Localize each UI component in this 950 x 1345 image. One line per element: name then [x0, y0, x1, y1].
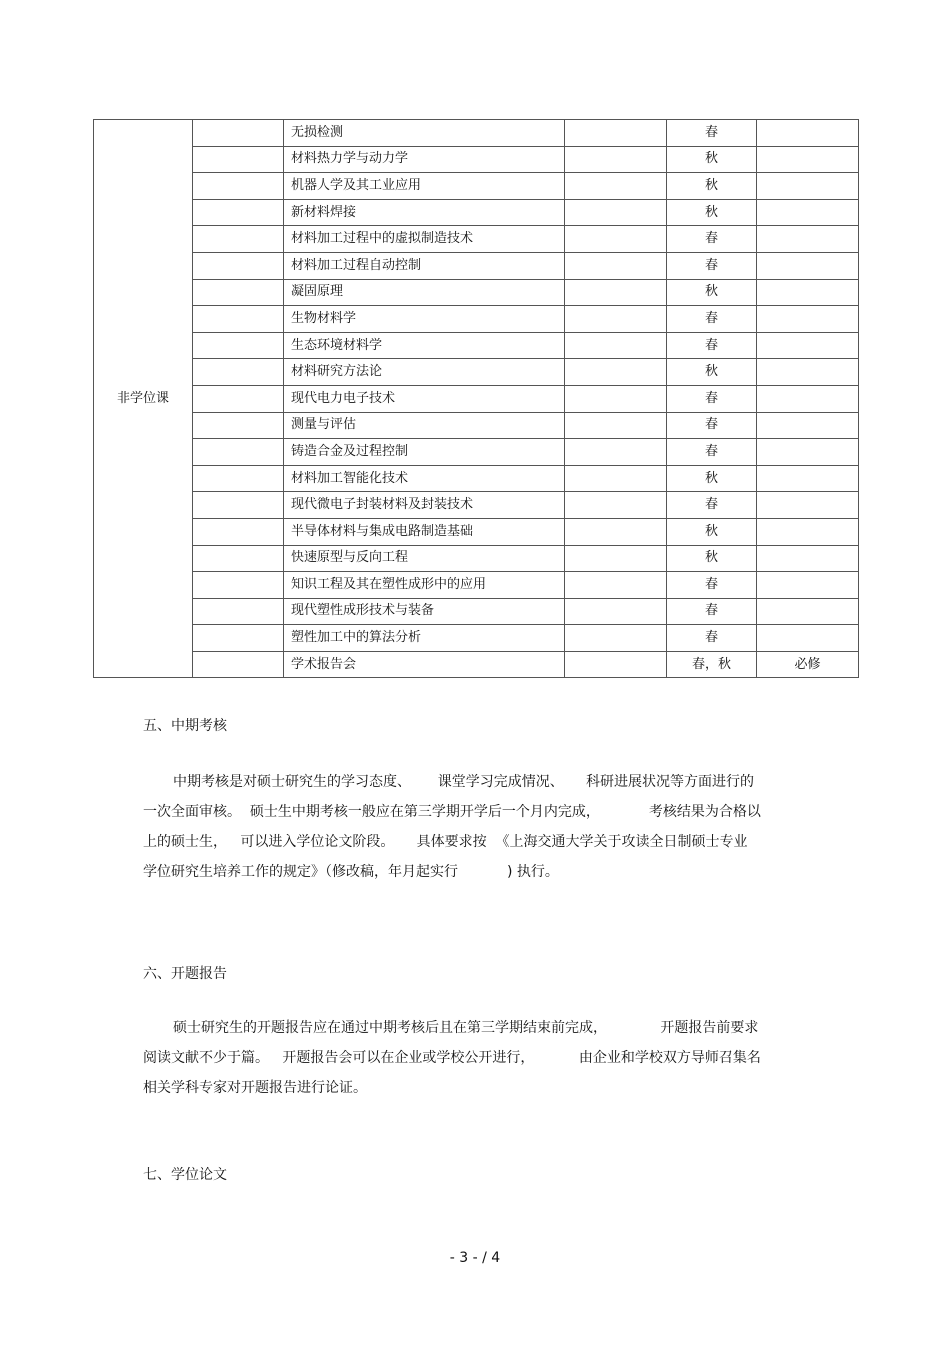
table-row — [94, 306, 859, 333]
empty-cell — [193, 412, 284, 439]
section-6-line: 硕士研究生的开题报告应在通过中期考核后且在第三学期结束前完成， 开题报告前要求 — [173, 1020, 759, 1036]
course-name-cell: 生态环境材料学 — [284, 332, 565, 359]
course-name-cell: 材料研究方法论 — [284, 359, 565, 386]
table-row — [94, 385, 859, 412]
course-semester-cell: 春 — [667, 120, 757, 147]
table-row — [94, 439, 859, 466]
course-name-cell: 新材料焊接 — [284, 199, 565, 226]
table-row — [94, 598, 859, 625]
empty-cell — [565, 412, 667, 439]
empty-cell — [565, 465, 667, 492]
empty-cell — [193, 518, 284, 545]
course-note-cell — [757, 226, 859, 253]
empty-cell — [193, 492, 284, 519]
table-row — [94, 465, 859, 492]
section-5-heading: 五、中期考核 — [143, 718, 227, 734]
empty-cell — [565, 545, 667, 572]
empty-cell — [565, 651, 667, 678]
empty-cell — [565, 625, 667, 652]
section-5-line: 学位研究生培养工作的规定》（修改稿，年月起实行 ) 执行。 — [143, 864, 559, 880]
course-name-cell: 现代微电子封装材料及封装技术 — [284, 492, 565, 519]
empty-cell — [193, 332, 284, 359]
course-note-cell — [757, 492, 859, 519]
course-semester-cell: 秋 — [667, 359, 757, 386]
empty-cell — [565, 492, 667, 519]
page-number: - 3 - / 4 — [449, 1250, 501, 1266]
empty-cell — [193, 439, 284, 466]
empty-cell — [565, 359, 667, 386]
empty-cell — [193, 120, 284, 147]
course-note-cell — [757, 572, 859, 599]
table-row — [94, 252, 859, 279]
table-row — [94, 226, 859, 253]
table-row — [94, 359, 859, 386]
table-row — [94, 199, 859, 226]
course-semester-cell: 秋 — [667, 545, 757, 572]
course-name-cell: 材料加工过程自动控制 — [284, 252, 565, 279]
empty-cell — [193, 306, 284, 333]
empty-cell — [565, 173, 667, 200]
course-semester-cell: 春 — [667, 306, 757, 333]
course-table — [93, 119, 859, 678]
course-note-cell: 必修 — [757, 651, 859, 678]
course-semester-cell: 秋 — [667, 146, 757, 173]
course-name-cell: 凝固原理 — [284, 279, 565, 306]
course-semester-cell: 秋 — [667, 199, 757, 226]
course-name-cell: 无损检测 — [284, 120, 565, 147]
table-row — [94, 279, 859, 306]
table-row — [94, 332, 859, 359]
course-name-cell: 铸造合金及过程控制 — [284, 439, 565, 466]
course-semester-cell: 秋 — [667, 173, 757, 200]
course-name-cell: 学术报告会 — [284, 651, 565, 678]
course-note-cell — [757, 598, 859, 625]
empty-cell — [565, 572, 667, 599]
course-note-cell — [757, 518, 859, 545]
section-5-line: 上的硕士生， 可以进入学位论文阶段。 具体要求按 《上海交通大学关于攻读全日制硕士专业 — [143, 834, 748, 850]
course-category-cell: 非学位课 — [94, 120, 193, 678]
course-name-cell: 半导体材料与集成电路制造基础 — [284, 518, 565, 545]
course-note-cell — [757, 306, 859, 333]
course-note-cell — [757, 545, 859, 572]
empty-cell — [193, 625, 284, 652]
empty-cell — [193, 252, 284, 279]
course-semester-cell: 春 — [667, 439, 757, 466]
course-note-cell — [757, 199, 859, 226]
empty-cell — [565, 332, 667, 359]
course-table-body — [94, 120, 859, 678]
empty-cell — [565, 226, 667, 253]
table-row — [94, 651, 859, 678]
course-note-cell — [757, 625, 859, 652]
section-6-line: 阅读文献不少于篇。 开题报告会可以在企业或学校公开进行， 由企业和学校双方导师召集名 — [143, 1050, 761, 1066]
section-5-line: 一次全面审核。 硕士生中期考核一般应在第三学期开学后一个月内完成， 考核结果为合格以 — [143, 804, 761, 820]
section-7-heading: 七、学位论文 — [143, 1167, 227, 1183]
empty-cell — [193, 572, 284, 599]
course-semester-cell: 秋 — [667, 279, 757, 306]
course-name-cell: 测量与评估 — [284, 412, 565, 439]
course-name-cell: 快速原型与反向工程 — [284, 545, 565, 572]
course-note-cell — [757, 359, 859, 386]
table-row — [94, 412, 859, 439]
course-note-cell — [757, 439, 859, 466]
section-6-heading: 六、开题报告 — [143, 966, 227, 982]
table-row — [94, 146, 859, 173]
table-row — [94, 120, 859, 147]
course-name-cell: 生物材料学 — [284, 306, 565, 333]
empty-cell — [193, 385, 284, 412]
table-row — [94, 572, 859, 599]
empty-cell — [193, 598, 284, 625]
empty-cell — [193, 173, 284, 200]
course-semester-cell: 春 — [667, 598, 757, 625]
empty-cell — [193, 651, 284, 678]
empty-cell — [565, 598, 667, 625]
empty-cell — [193, 465, 284, 492]
empty-cell — [565, 146, 667, 173]
section-6-paragraph — [143, 1013, 843, 1103]
course-name-cell: 知识工程及其在塑性成形中的应用 — [284, 572, 565, 599]
section-6-line: 相关学科专家对开题报告进行论证。 — [143, 1080, 367, 1096]
course-name-cell: 现代电力电子技术 — [284, 385, 565, 412]
empty-cell — [565, 252, 667, 279]
table-row — [94, 518, 859, 545]
course-name-cell: 机器人学及其工业应用 — [284, 173, 565, 200]
table-row — [94, 545, 859, 572]
table-row — [94, 625, 859, 652]
empty-cell — [193, 545, 284, 572]
empty-cell — [565, 439, 667, 466]
course-note-cell — [757, 252, 859, 279]
empty-cell — [193, 279, 284, 306]
table-row — [94, 492, 859, 519]
course-note-cell — [757, 146, 859, 173]
course-note-cell — [757, 120, 859, 147]
course-semester-cell: 春 — [667, 332, 757, 359]
empty-cell — [565, 306, 667, 333]
course-name-cell: 现代塑性成形技术与装备 — [284, 598, 565, 625]
course-note-cell — [757, 173, 859, 200]
empty-cell — [193, 199, 284, 226]
course-semester-cell: 春 — [667, 625, 757, 652]
course-name-cell: 塑性加工中的算法分析 — [284, 625, 565, 652]
course-semester-cell: 春，秋 — [667, 651, 757, 678]
course-note-cell — [757, 279, 859, 306]
empty-cell — [193, 146, 284, 173]
course-semester-cell: 秋 — [667, 465, 757, 492]
course-name-cell: 材料加工智能化技术 — [284, 465, 565, 492]
course-note-cell — [757, 385, 859, 412]
empty-cell — [565, 518, 667, 545]
course-semester-cell: 春 — [667, 572, 757, 599]
empty-cell — [565, 120, 667, 147]
course-semester-cell: 春 — [667, 492, 757, 519]
empty-cell — [565, 199, 667, 226]
empty-cell — [193, 226, 284, 253]
course-name-cell: 材料加工过程中的虚拟制造技术 — [284, 226, 565, 253]
course-semester-cell: 春 — [667, 226, 757, 253]
course-semester-cell: 春 — [667, 412, 757, 439]
table-row — [94, 173, 859, 200]
course-note-cell — [757, 332, 859, 359]
course-name-cell: 材料热力学与动力学 — [284, 146, 565, 173]
empty-cell — [565, 385, 667, 412]
course-semester-cell: 春 — [667, 252, 757, 279]
empty-cell — [565, 279, 667, 306]
course-note-cell — [757, 465, 859, 492]
course-note-cell — [757, 412, 859, 439]
course-semester-cell: 秋 — [667, 518, 757, 545]
section-5-line: 中期考核是对硕士研究生的学习态度、 课堂学习完成情况、 科研进展状况等方面进行的 — [173, 774, 754, 790]
section-5-paragraph — [143, 767, 843, 887]
empty-cell — [193, 359, 284, 386]
course-semester-cell: 春 — [667, 385, 757, 412]
